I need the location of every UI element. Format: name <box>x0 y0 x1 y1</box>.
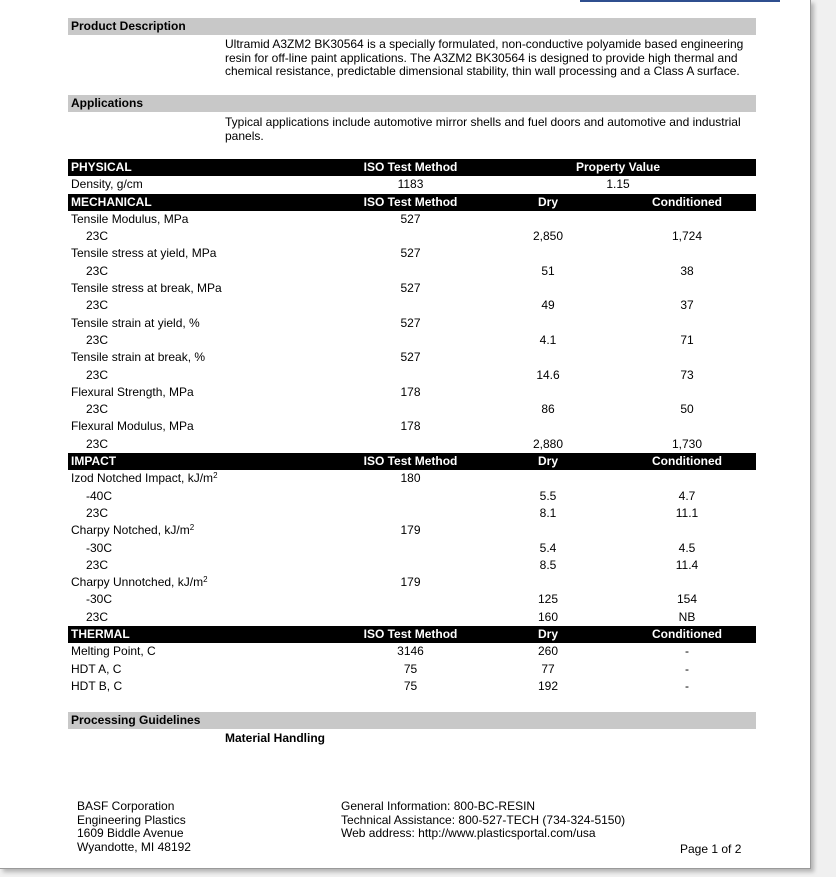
property-label-text: Flexural Strength, MPa <box>71 384 194 399</box>
dry-value-text: 51 <box>541 263 555 278</box>
property-label-text: Charpy Unnotched, kJ/m <box>71 575 204 590</box>
iso-test-method-text: ISO Test Method <box>363 627 458 642</box>
property-label-text: Density, g/cm <box>71 177 143 192</box>
dry-value <box>488 661 608 678</box>
table-row <box>68 418 756 435</box>
table-row <box>68 522 756 539</box>
section-title-text: MECHANICAL <box>71 194 152 209</box>
table-section-header <box>68 159 756 176</box>
iso-test-method-text: 179 <box>400 523 421 538</box>
iso-test-method-text: 75 <box>403 678 418 693</box>
properties-table <box>68 159 756 695</box>
dry-value-text: 260 <box>537 644 559 659</box>
table-row <box>68 263 756 280</box>
dry-value <box>488 505 608 522</box>
table-row <box>68 436 756 453</box>
iso-test-method-text: 527 <box>400 315 421 330</box>
page-number: Page 1 of 2 <box>680 842 742 856</box>
footer-contact <box>341 800 625 841</box>
conditioned-value <box>628 401 746 418</box>
dry-value <box>488 194 608 211</box>
iso-test-method <box>353 384 468 401</box>
property-label-text: Charpy Notched, kJ/m <box>71 523 190 538</box>
conditioned-value-text: 71 <box>680 332 694 347</box>
property-label-text: 23C <box>86 505 109 520</box>
property-label-text: Melting Point, C <box>71 644 156 659</box>
table-row <box>68 367 756 384</box>
dry-value-text: 8.5 <box>539 557 557 572</box>
property-label-text: HDT B, C <box>71 678 123 693</box>
iso-test-method-text: ISO Test Method <box>363 194 458 209</box>
iso-test-method-text: 179 <box>400 575 421 590</box>
property-label-text: Tensile strain at yield, % <box>71 315 200 330</box>
conditioned-value <box>628 626 746 643</box>
property-label <box>86 557 108 574</box>
property-label <box>71 522 194 539</box>
conditioned-value <box>628 643 746 660</box>
table-section-header <box>68 194 756 211</box>
dry-value <box>488 263 608 280</box>
applications-line: Typical applications include automotive mirror shells and fuel doors and automotive and industrial <box>225 115 741 129</box>
dry-value <box>488 626 608 643</box>
dry-value-text: 192 <box>537 678 559 693</box>
section-title-text: THERMAL <box>71 627 130 642</box>
conditioned-value <box>628 367 746 384</box>
table-row <box>68 315 756 332</box>
property-label-text: Tensile stress at break, MPa <box>71 281 222 296</box>
conditioned-value-text: 50 <box>680 402 694 417</box>
conditioned-value-text: 38 <box>680 263 694 278</box>
iso-test-method-text: 527 <box>400 246 421 261</box>
table-row <box>68 540 756 557</box>
property-label <box>71 384 194 401</box>
property-label <box>71 470 218 487</box>
conditioned-value <box>628 436 746 453</box>
iso-test-method-text: 180 <box>400 471 421 486</box>
property-label <box>86 609 108 626</box>
table-section-header <box>68 626 756 643</box>
table-row <box>68 280 756 297</box>
section-title-text: IMPACT <box>71 454 117 469</box>
table-row <box>68 384 756 401</box>
applications-heading: Applications <box>68 95 756 112</box>
property-label <box>86 332 108 349</box>
unit-superscript: 2 <box>203 575 208 585</box>
conditioned-value-text: NB <box>678 609 696 624</box>
conditioned-value <box>628 557 746 574</box>
section-title <box>71 626 130 643</box>
section-title <box>71 453 116 470</box>
conditioned-value-text: Conditioned <box>652 627 722 642</box>
applications-line: panels. <box>225 128 264 143</box>
dry-value <box>488 401 608 418</box>
product-description-line: resin for off-line paint applications. The A3ZM2 BK30564 is designed to provide high thermal and <box>225 50 738 65</box>
product-description-line: Ultramid A3ZM2 BK30564 is a specially formulated, non-conductive polyamide based engineering <box>225 37 744 51</box>
property-label <box>71 643 156 660</box>
property-value-text: Property Value <box>575 160 661 174</box>
dry-value-text: 5.4 <box>539 540 557 555</box>
table-row <box>68 211 756 228</box>
property-value <box>528 159 708 176</box>
dry-value <box>488 297 608 314</box>
applications-text <box>225 116 755 143</box>
conditioned-value-text: Conditioned <box>652 454 722 469</box>
property-label-text: -30C <box>86 540 113 555</box>
iso-test-method <box>353 194 468 211</box>
footer-address-line: Wyandotte, MI 48192 <box>77 839 191 854</box>
property-value <box>528 176 708 193</box>
property-label <box>86 505 108 522</box>
dry-value-text: 2,880 <box>532 436 564 451</box>
footer-address-line: 1609 Biddle Avenue <box>77 826 184 840</box>
property-value-text: 1.15 <box>606 177 630 192</box>
table-row <box>68 245 756 262</box>
iso-test-method-text: 527 <box>400 281 421 296</box>
dry-value <box>488 678 608 695</box>
property-label-text: Tensile stress at yield, MPa <box>71 246 217 261</box>
property-label-text: HDT A, C <box>71 661 122 676</box>
property-label-text: 23C <box>86 367 109 382</box>
iso-test-method-text: ISO Test Method <box>363 160 458 174</box>
iso-test-method <box>353 315 468 332</box>
conditioned-value <box>628 228 746 245</box>
property-label-text: 23C <box>86 298 109 313</box>
dry-value-text: 8.1 <box>539 505 557 520</box>
property-label <box>71 678 122 695</box>
conditioned-value-text: 1,730 <box>671 436 703 451</box>
conditioned-value-text: 37 <box>680 298 694 313</box>
iso-test-method <box>353 470 468 487</box>
dry-value-text: 5.5 <box>539 488 557 503</box>
dry-value <box>488 488 608 505</box>
dry-value <box>488 453 608 470</box>
section-title <box>71 194 152 211</box>
dry-value-text: 49 <box>541 298 555 313</box>
conditioned-value <box>628 609 746 626</box>
dry-value <box>488 643 608 660</box>
iso-test-method <box>353 245 468 262</box>
processing-guidelines-heading: Processing Guidelines <box>68 712 756 729</box>
conditioned-value-text: 11.1 <box>675 505 699 520</box>
property-label <box>71 176 143 193</box>
property-label-text: 23C <box>86 332 109 347</box>
conditioned-value-text: - <box>685 678 689 693</box>
dry-value <box>488 557 608 574</box>
footer-address-line: Engineering Plastics <box>77 812 186 827</box>
table-row <box>68 488 756 505</box>
dry-value-text: 14.6 <box>536 367 560 382</box>
property-label-text: 23C <box>86 402 109 417</box>
dry-value-text: 77 <box>541 661 555 676</box>
property-label <box>86 297 108 314</box>
conditioned-value <box>628 678 746 695</box>
dry-value-text: 4.1 <box>539 332 557 347</box>
table-row <box>68 591 756 608</box>
table-row <box>68 661 756 678</box>
dry-value-text: Dry <box>537 454 558 469</box>
property-label-text: 23C <box>86 263 109 278</box>
dry-value <box>488 591 608 608</box>
iso-test-method <box>353 211 468 228</box>
conditioned-value-text: - <box>685 661 689 676</box>
table-row <box>68 176 756 193</box>
dry-value <box>488 332 608 349</box>
header-rule <box>580 0 780 2</box>
conditioned-value <box>628 661 746 678</box>
iso-test-method <box>353 280 468 297</box>
table-section-header <box>68 453 756 470</box>
property-label <box>71 315 200 332</box>
iso-test-method-text: 178 <box>400 384 421 399</box>
conditioned-value <box>628 591 746 608</box>
product-description-line: chemical resistance, predictable dimensional stability, thin wall processing and a Class A surface. <box>225 64 740 78</box>
conditioned-value <box>628 453 746 470</box>
property-label <box>86 488 112 505</box>
conditioned-value-text: 1,724 <box>671 229 703 244</box>
property-label <box>71 280 222 297</box>
property-label-text: 23C <box>86 609 109 624</box>
conditioned-value-text: 11.4 <box>675 557 699 572</box>
property-label <box>71 418 194 435</box>
section-title-text: PHYSICAL <box>71 160 132 174</box>
dry-value <box>488 609 608 626</box>
property-label <box>86 591 112 608</box>
dry-value-text: 86 <box>541 402 555 417</box>
iso-test-method <box>353 349 468 366</box>
dry-value-text: 160 <box>537 609 559 624</box>
unit-superscript: 2 <box>189 523 195 533</box>
iso-test-method <box>353 574 468 591</box>
section-title <box>71 159 132 176</box>
iso-test-method <box>353 678 468 695</box>
property-label <box>86 540 112 557</box>
iso-test-method <box>353 643 468 660</box>
table-row <box>68 609 756 626</box>
material-handling-heading: Material Handling <box>225 731 326 745</box>
table-row <box>68 557 756 574</box>
iso-test-method-text: 527 <box>400 211 421 226</box>
conditioned-value-text: 4.7 <box>678 488 696 503</box>
property-label-text: Tensile Modulus, MPa <box>71 211 189 226</box>
iso-test-method <box>353 176 468 193</box>
table-row <box>68 574 756 591</box>
iso-test-method <box>353 626 468 643</box>
conditioned-value <box>628 540 746 557</box>
conditioned-value <box>628 488 746 505</box>
conditioned-value-text: Conditioned <box>652 194 722 209</box>
iso-test-method-text: 75 <box>403 661 418 676</box>
footer-contact-line: General Information: 800-BC-RESIN <box>341 799 536 813</box>
property-label-text: Izod Notched Impact, kJ/m <box>71 471 214 486</box>
iso-test-method-text: 527 <box>400 350 421 365</box>
property-label <box>71 211 188 228</box>
iso-test-method <box>353 453 468 470</box>
property-label <box>86 263 108 280</box>
table-row <box>68 470 756 487</box>
property-label <box>86 228 108 245</box>
dry-value <box>488 436 608 453</box>
table-row <box>68 228 756 245</box>
property-label-text: Tensile strain at break, % <box>71 350 206 365</box>
iso-test-method <box>353 661 468 678</box>
footer-address-line: BASF Corporation <box>77 799 175 813</box>
dry-value-text: 2,850 <box>532 229 564 244</box>
dry-value-text: 125 <box>537 592 559 607</box>
footer-address <box>77 800 191 854</box>
dry-value <box>488 367 608 384</box>
property-label <box>86 401 108 418</box>
property-label-text: Flexural Modulus, MPa <box>71 419 194 434</box>
footer-contact-line: Web address: http://www.plasticsportal.com/usa <box>341 826 596 840</box>
iso-test-method <box>353 522 468 539</box>
conditioned-value <box>628 263 746 280</box>
conditioned-value <box>628 194 746 211</box>
footer-contact-line: Technical Assistance: 800-527-TECH (734-324-5150) <box>341 812 626 827</box>
dry-value <box>488 228 608 245</box>
property-label <box>71 349 205 366</box>
property-label <box>71 661 121 678</box>
conditioned-value-text: 154 <box>676 592 698 607</box>
conditioned-value <box>628 332 746 349</box>
table-row <box>68 505 756 522</box>
dry-value <box>488 540 608 557</box>
conditioned-value-text: 73 <box>680 367 694 382</box>
property-label-text: 23C <box>86 229 109 244</box>
table-row <box>68 401 756 418</box>
table-row <box>68 297 756 314</box>
property-label-text: 23C <box>86 436 109 451</box>
property-label-text: -40C <box>86 488 113 503</box>
property-label <box>71 574 208 591</box>
iso-test-method-text: 3146 <box>397 644 424 659</box>
iso-test-method-text: 178 <box>400 419 421 434</box>
product-description-text <box>225 38 755 79</box>
product-description-heading: Product Description <box>68 18 756 35</box>
dry-value-text: Dry <box>537 194 558 209</box>
iso-test-method <box>353 418 468 435</box>
unit-superscript: 2 <box>213 471 218 481</box>
conditioned-value-text: 4.5 <box>678 540 696 555</box>
dry-value-text: Dry <box>537 627 558 642</box>
property-label-text: 23C <box>86 557 109 572</box>
property-label <box>86 436 108 453</box>
table-row <box>68 643 756 660</box>
iso-test-method-text: 1183 <box>397 177 424 192</box>
conditioned-value-text: - <box>685 644 689 659</box>
iso-test-method <box>353 159 468 176</box>
table-row <box>68 332 756 349</box>
conditioned-value <box>628 505 746 522</box>
property-label <box>71 245 216 262</box>
property-label <box>86 367 108 384</box>
conditioned-value <box>628 297 746 314</box>
table-row <box>68 349 756 366</box>
property-label-text: -30C <box>86 592 113 607</box>
iso-test-method-text: ISO Test Method <box>363 454 458 469</box>
table-row <box>68 678 756 695</box>
